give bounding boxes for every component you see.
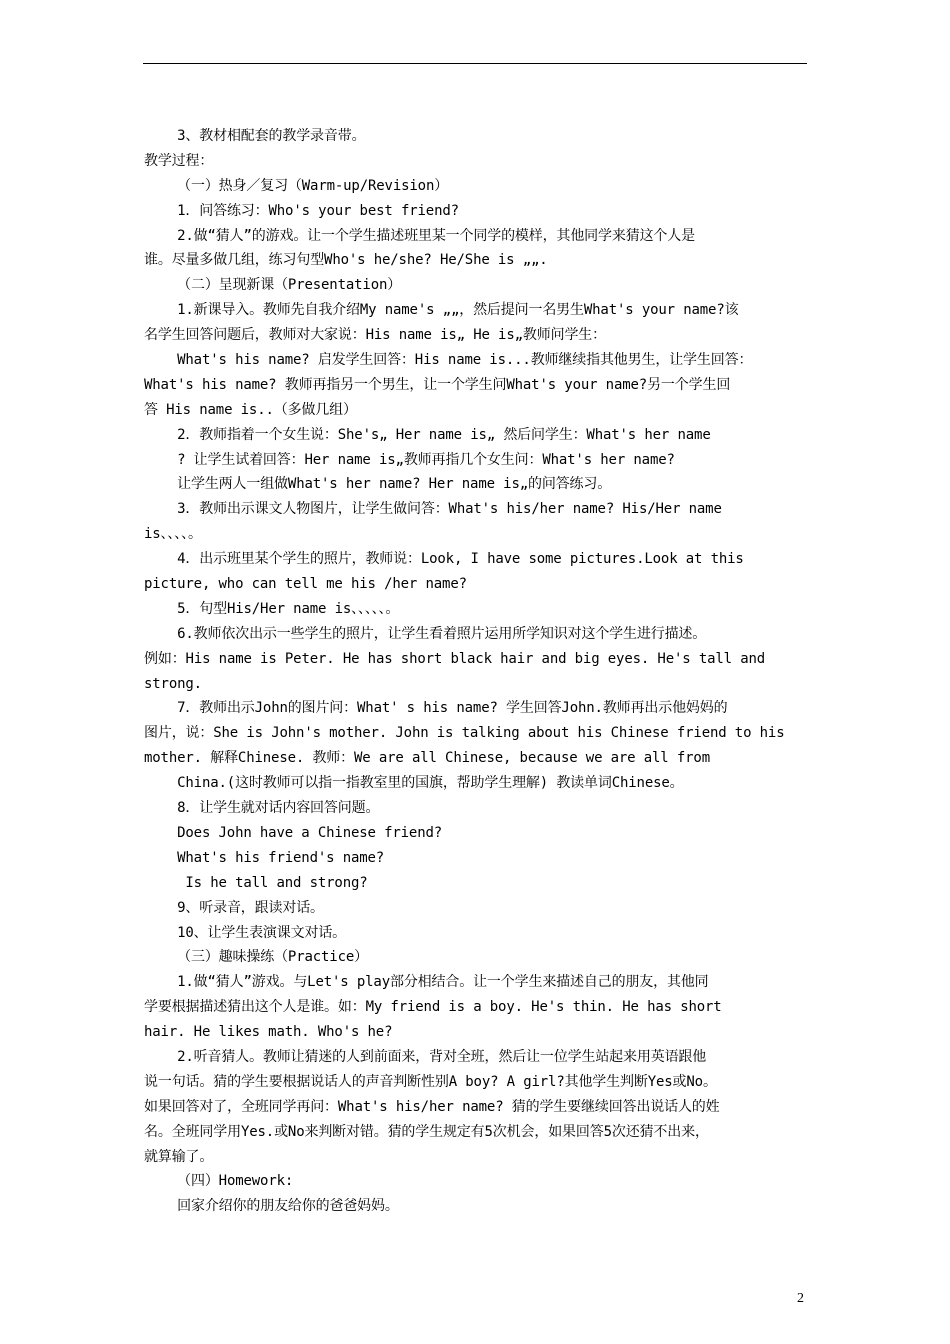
text-line: （三）趣味操练（Practice） — [144, 949, 368, 966]
text-line: （一）热身／复习（Warm-up/Revision） — [144, 177, 449, 194]
header-rule — [143, 63, 807, 64]
text-line: 1.新课导入。教师先自我介绍My name's „„，然后提问一名男生What's your name?该 — [144, 302, 739, 319]
text-line: 3、教材相配套的教学录音带。 — [144, 128, 366, 144]
text-line: （二）呈现新课（Presentation） — [144, 277, 402, 294]
text-line: 7．教师出示John的图片问：What' s his name? 学生回答John.教师再出示他妈妈的 — [144, 700, 728, 717]
text-line: What's his friend's name? — [144, 849, 385, 866]
text-line: 教学过程： — [144, 152, 214, 169]
text-line: ? 让学生试着回答：Her name is„教师再指几个女生问：What's her name? — [144, 451, 675, 468]
text-line: China.(这时教师可以指一指教室里的国旗，帮助学生理解) 教读单词Chinese。 — [144, 775, 684, 792]
text-line: 9、听录音，跟读对话。 — [144, 899, 324, 916]
text-line: strong. — [144, 675, 202, 692]
text-line: 谁。尽量多做几组，练习句型Who's he/she? He/She is „„. — [144, 252, 548, 269]
text-line: 说一句话。猜的学生要根据说话人的声音判断性别A boy? A girl?其他学生判断Yes或No。 — [144, 1073, 717, 1090]
text-line: Does John have a Chinese friend? — [144, 824, 443, 841]
text-line: 答 His name is..（多做几组） — [144, 401, 357, 418]
text-line: 2．教师指着一个女生说：She's„ Her name is„ 然后问学生：What's her name — [144, 426, 711, 443]
text-line: 回家介绍你的朋友给你的爸爸妈妈。 — [144, 1198, 399, 1215]
text-line: 6.教师依次出示一些学生的照片，让学生看着照片运用所学知识对这个学生进行描述。 — [144, 625, 707, 642]
page-number: 2 — [797, 1291, 804, 1306]
document-body — [144, 124, 812, 1219]
text-line: 10、让学生表演课文对话。 — [144, 924, 347, 941]
text-line: What's his name? 教师再指另一个男生，让一个学生问What's your name?另一个学生回 — [144, 376, 731, 393]
text-line: 例如：His name is Peter. He has short black hair and big eyes. He's tall and — [144, 650, 766, 667]
text-line: 图片，说：She is John's mother. John is talking about his Chinese friend to his — [144, 725, 785, 742]
text-line: 如果回答对了，全班同学再问：What's his/her name? 猜的学生要继续回答出说话人的姓 — [144, 1098, 720, 1115]
text-line: （四）Homework: — [144, 1173, 294, 1190]
text-line: 1．问答练习：Who's your best friend? — [144, 202, 459, 219]
text-line: Is he tall and strong? — [144, 874, 368, 891]
text-line: 名。全班同学用Yes.或No来判断对错。猜的学生规定有5次机会，如果回答5次还猜不出来， — [144, 1123, 709, 1140]
text-line: 名学生回答问题后，教师对大家说：His name is„ He is„教师问学生： — [144, 327, 606, 344]
text-line: 学要根据描述猜出这个人是谁。如：My friend is a boy. He's thin. He has short — [144, 999, 722, 1016]
text-line: picture, who can tell me his /her name? — [144, 576, 467, 593]
text-line: hair. He likes math. Who's he? — [144, 1024, 393, 1041]
text-line: 让学生两人一组做What's her name? Her name is„的问答练习。 — [144, 476, 612, 493]
text-line: 1.做“猜人”游戏。与Let's play部分相结合。让一个学生来描述自己的朋友，其他同 — [144, 974, 709, 991]
text-line: mother. 解释Chinese. 教师：We are all Chinese, because we are all from — [144, 750, 710, 767]
text-line: is、、、、。 — [144, 526, 202, 543]
text-line: 5．句型His/Her name is、、、、、。 — [144, 600, 400, 617]
text-line: 就算输了。 — [144, 1148, 214, 1165]
text-line: 4．出示班里某个学生的照片，教师说：Look, I have some pictures.Look at this — [144, 551, 744, 568]
text-line: 2.听音猜人。教师让猜迷的人到前面来，背对全班，然后让一位学生站起来用英语跟他 — [144, 1048, 707, 1065]
text-line: 8．让学生就对话内容回答问题。 — [144, 800, 380, 817]
text-line: 3．教师出示课文人物图片，让学生做问答：What's his/her name? His/Her name — [144, 501, 722, 518]
text-line: 2.做“猜人”的游戏。让一个学生描述班里某一个同学的模样，其他同学来猜这个人是 — [144, 227, 695, 244]
text-line: What's his name? 启发学生回答：His name is...教师继续指其他男生，让学生回答： — [144, 352, 753, 369]
